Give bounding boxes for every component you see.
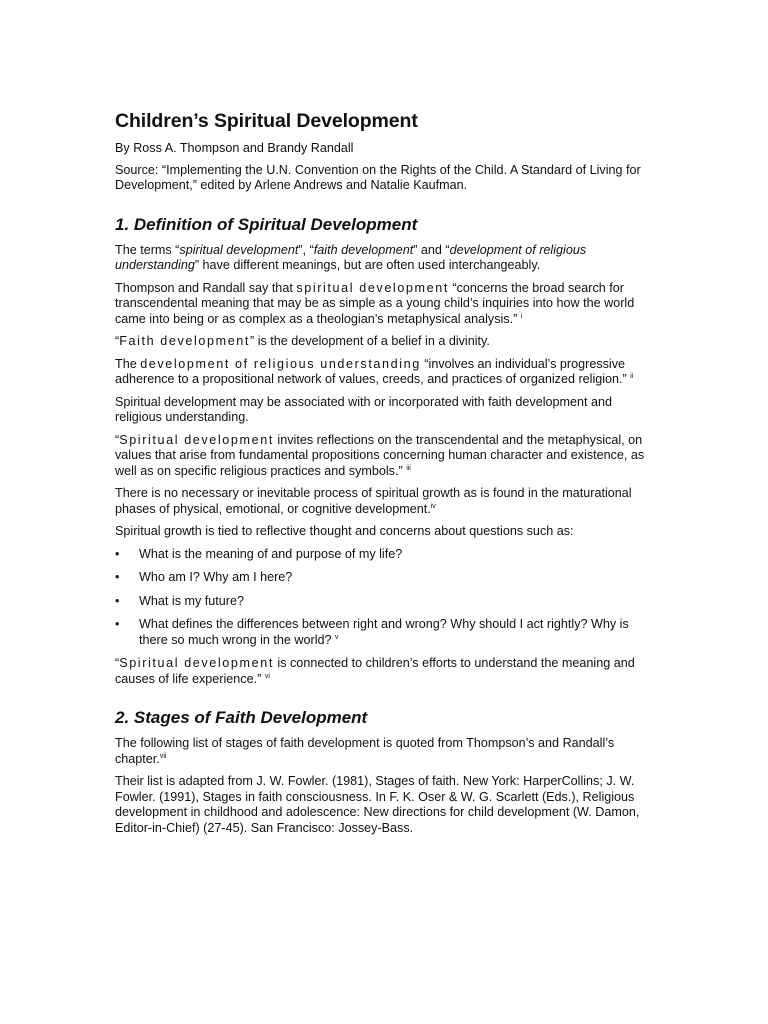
stages-intro-paragraph: The following list of stages of faith development is quoted from Thompson’s and Randall’s chapter.$^{vii}$ <box>115 736 615 766</box>
endnote-marker: iii <box>406 464 411 472</box>
association-paragraph: Spiritual development may be associated with or incorporated with faith development and religious understanding. <box>115 394 613 424</box>
bullet-icon: • <box>115 546 120 561</box>
section-1-heading: 1. Definition of Spiritual Development <box>115 214 418 234</box>
list-item: • What defines the differences between right and wrong? Why should I act rightly? Why is there so much wrong in the world? $^v$ <box>115 617 629 647</box>
list-item: • What is the meaning of and purpose of my life? <box>115 546 403 561</box>
questions-intro-paragraph: Spiritual growth is tied to reflective thought and concerns about questions such as: <box>115 524 574 538</box>
endnote-marker: iv <box>430 502 436 510</box>
terms-paragraph: The terms “spiritual development”, “faith development” and “development of religious understanding” have different meanings, but are often used interchangeably. <box>115 242 587 272</box>
endnote-marker: ii <box>630 373 634 380</box>
endnote-marker: vii <box>159 752 167 760</box>
fowler-citation-paragraph: Their list is adapted from J. W. Fowler. (1981), Stages of faith. New York: HarperCollins; J. W. Fowler. (1991), Stages in faith consciousness. In F. K. Oser & W. G. Scarlett (Eds.), Religious development in childhood and adolescence: New directions for child development (W. Damon, Editor-in-Chief) (27-45). San Francisco: Jossey-Bass. <box>115 774 640 835</box>
source-citation: Source: “Implementing the U.N. Convention on the Rights of the Child. A Standard of Living for Development,” edited by Arlene Andrews and Natalie Kaufman. <box>115 162 641 192</box>
section-2-heading: 2. Stages of Faith Development <box>115 708 368 727</box>
spiritual-definition-paragraph: Thompson and Randall say that spiritual development “concerns the broad search for transcendental meaning that may be as simple as a young child’s inquiries into how the world came into being or as complex as a theologian’s metaphysical analysis.” $^i$ <box>115 280 635 326</box>
endnote-marker: v <box>335 633 339 641</box>
bullet-icon: • <box>115 617 120 631</box>
term-religious-understanding: development of religious understanding <box>115 242 587 272</box>
faith-definition-paragraph: “Faith development” is the development of a belief in a divinity. <box>115 334 490 348</box>
bullet-icon: • <box>115 593 120 608</box>
bullet-icon: • <box>115 570 120 584</box>
list-item: • Who am I? Why am I here? <box>115 570 293 584</box>
endnote-marker: vi <box>264 672 270 680</box>
document-title: Children’s Spiritual Development <box>115 110 418 132</box>
life-experience-paragraph: “Spiritual development is connected to children’s efforts to understand the meaning and causes of life experience.” $^{vi}$ <box>115 656 635 686</box>
reflections-paragraph: “Spiritual development invites reflections on the transcendental and the metaphysical, on values that arise from fundamental propositions concerning human character and existence, as well as on specific religious practices and symbols.” $^{iii}$ <box>115 432 645 478</box>
questions-list <box>115 547 648 649</box>
term-spiritual-development: spiritual development <box>179 242 299 257</box>
byline: By Ross A. Thompson and Brandy Randall <box>115 141 354 155</box>
growth-process-paragraph: There is no necessary or inevitable process of spiritual growth as is found in the maturational phases of physical, emotional, or cognitive development.$^{iv}$ <box>115 486 632 516</box>
list-item: • What is my future? <box>115 593 244 608</box>
term-faith-development: faith development <box>313 242 414 257</box>
religious-understanding-paragraph: The development of religious understanding “involves an individual’s progressive adherence to a propositional network of values, creeds, and practices of organized religion.” $^{ii}$ <box>115 356 634 386</box>
endnote-marker: i <box>520 312 523 320</box>
